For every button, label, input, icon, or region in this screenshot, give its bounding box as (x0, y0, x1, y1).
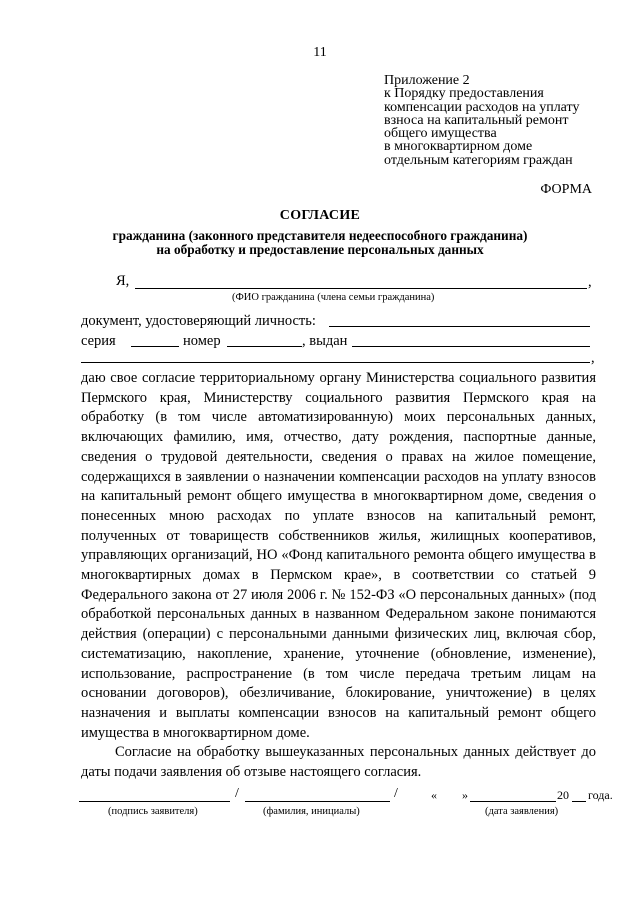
year-input-line[interactable] (572, 801, 586, 802)
i-label: Я, (116, 273, 130, 289)
document-label: документ, удостоверяющий личность: (81, 313, 316, 329)
appendix-line: компенсации расходов на уплату (384, 99, 580, 115)
subtitle-line-2: на обработку и предоставление персональных данных (156, 241, 484, 257)
name-slash: / (394, 786, 398, 801)
issued-label: , выдан (302, 333, 348, 349)
fio-caption: (ФИО гражданина (члена семьи гражданина) (232, 292, 435, 303)
form-label: ФОРМА (540, 182, 592, 197)
appendix-line: взноса на капитальный ремонт (384, 112, 569, 128)
appendix-line: к Порядку предоставления (384, 86, 544, 102)
year-prefix: 20 (557, 788, 569, 802)
appendix-header (384, 74, 579, 167)
year-suffix: года. (588, 788, 613, 802)
fio-comma: , (588, 274, 592, 290)
consent-paragraph-1: даю свое согласие территориальному органу Министерства социального развития Пермского края, Министерству социального развития Пермского края на обработку (в том числе автоматизированную) моих персональных данных, включающих фамилию, имя, отчество, дату рождения, паспортные данные, сведения о трудовой деятельности, сведения о правах на жилое помещение, содержащихся в заявлении о назначении компенсации расходов на уплату взносов на капитальный ремонт общего имущества в многоквартирном доме, сведения о понесенных мною расходах по уплате взносов на капитальный ремонт, полученных от товариществ собственников жилья, жилищных кооперативов, управляющих организаций, НО «Фонд капитального ремонта общего имущества в многоквартирных домах в Пермском крае», в соответствии со статьей 9 Федерального закона от 27 июля 2006 г. № 152-ФЗ «О персональных данных» (под обработкой персональных данных в названном Федеральном законе понимаются действия (операции) с персональными данными физических лиц, включая сбор, систематизацию, накопление, хранение, уточнение (обновление, изменение), использование, распространение (в том числе передача третьим лицам на основании договоров), обезличивание, блокирование, уничтожение) в целях назначения и выплаты компенсации взносов на капитальный ремонт общего имущества в многоквартирном доме. (81, 370, 596, 741)
date-quote-open: « (431, 788, 437, 802)
number-label: номер (183, 333, 221, 349)
date-caption: (дата заявления) (485, 806, 559, 817)
signature-slash: / (235, 786, 239, 801)
issued-input-line[interactable] (352, 346, 590, 347)
series-input-line[interactable] (131, 346, 179, 347)
appendix-line: в многоквартирном доме (384, 139, 533, 155)
signature-input-line[interactable] (79, 801, 230, 802)
page-number: 11 (313, 45, 327, 60)
consent-body (81, 369, 596, 783)
issued-continuation-line[interactable] (81, 362, 590, 363)
series-label: серия (81, 333, 116, 349)
fio-input-line[interactable] (135, 288, 587, 289)
document-input-line[interactable] (329, 326, 590, 327)
consent-paragraph-2: Согласие на обработку вышеуказанных персональных данных действует до даты подачи заявления об отзыве настоящего согласия. (81, 744, 596, 781)
document-title: СОГЛАСИЕ (279, 208, 361, 223)
signature-caption: (подпись заявителя) (108, 806, 198, 817)
name-input-line[interactable] (245, 801, 390, 802)
number-input-line[interactable] (227, 346, 302, 347)
name-caption: (фамилия, инициалы) (263, 806, 360, 817)
document-subtitle (0, 229, 640, 256)
appendix-line: Приложение 2 (384, 73, 470, 88)
date-quote-close: » (462, 788, 468, 802)
date-input-line[interactable] (470, 801, 556, 802)
appendix-line: общего имущества (384, 126, 497, 142)
subtitle-line-1: гражданина (законного представителя недееспособного гражданина) (112, 228, 528, 243)
trailing-comma: , (591, 350, 595, 366)
appendix-line: отдельным категориям граждан (384, 152, 573, 168)
